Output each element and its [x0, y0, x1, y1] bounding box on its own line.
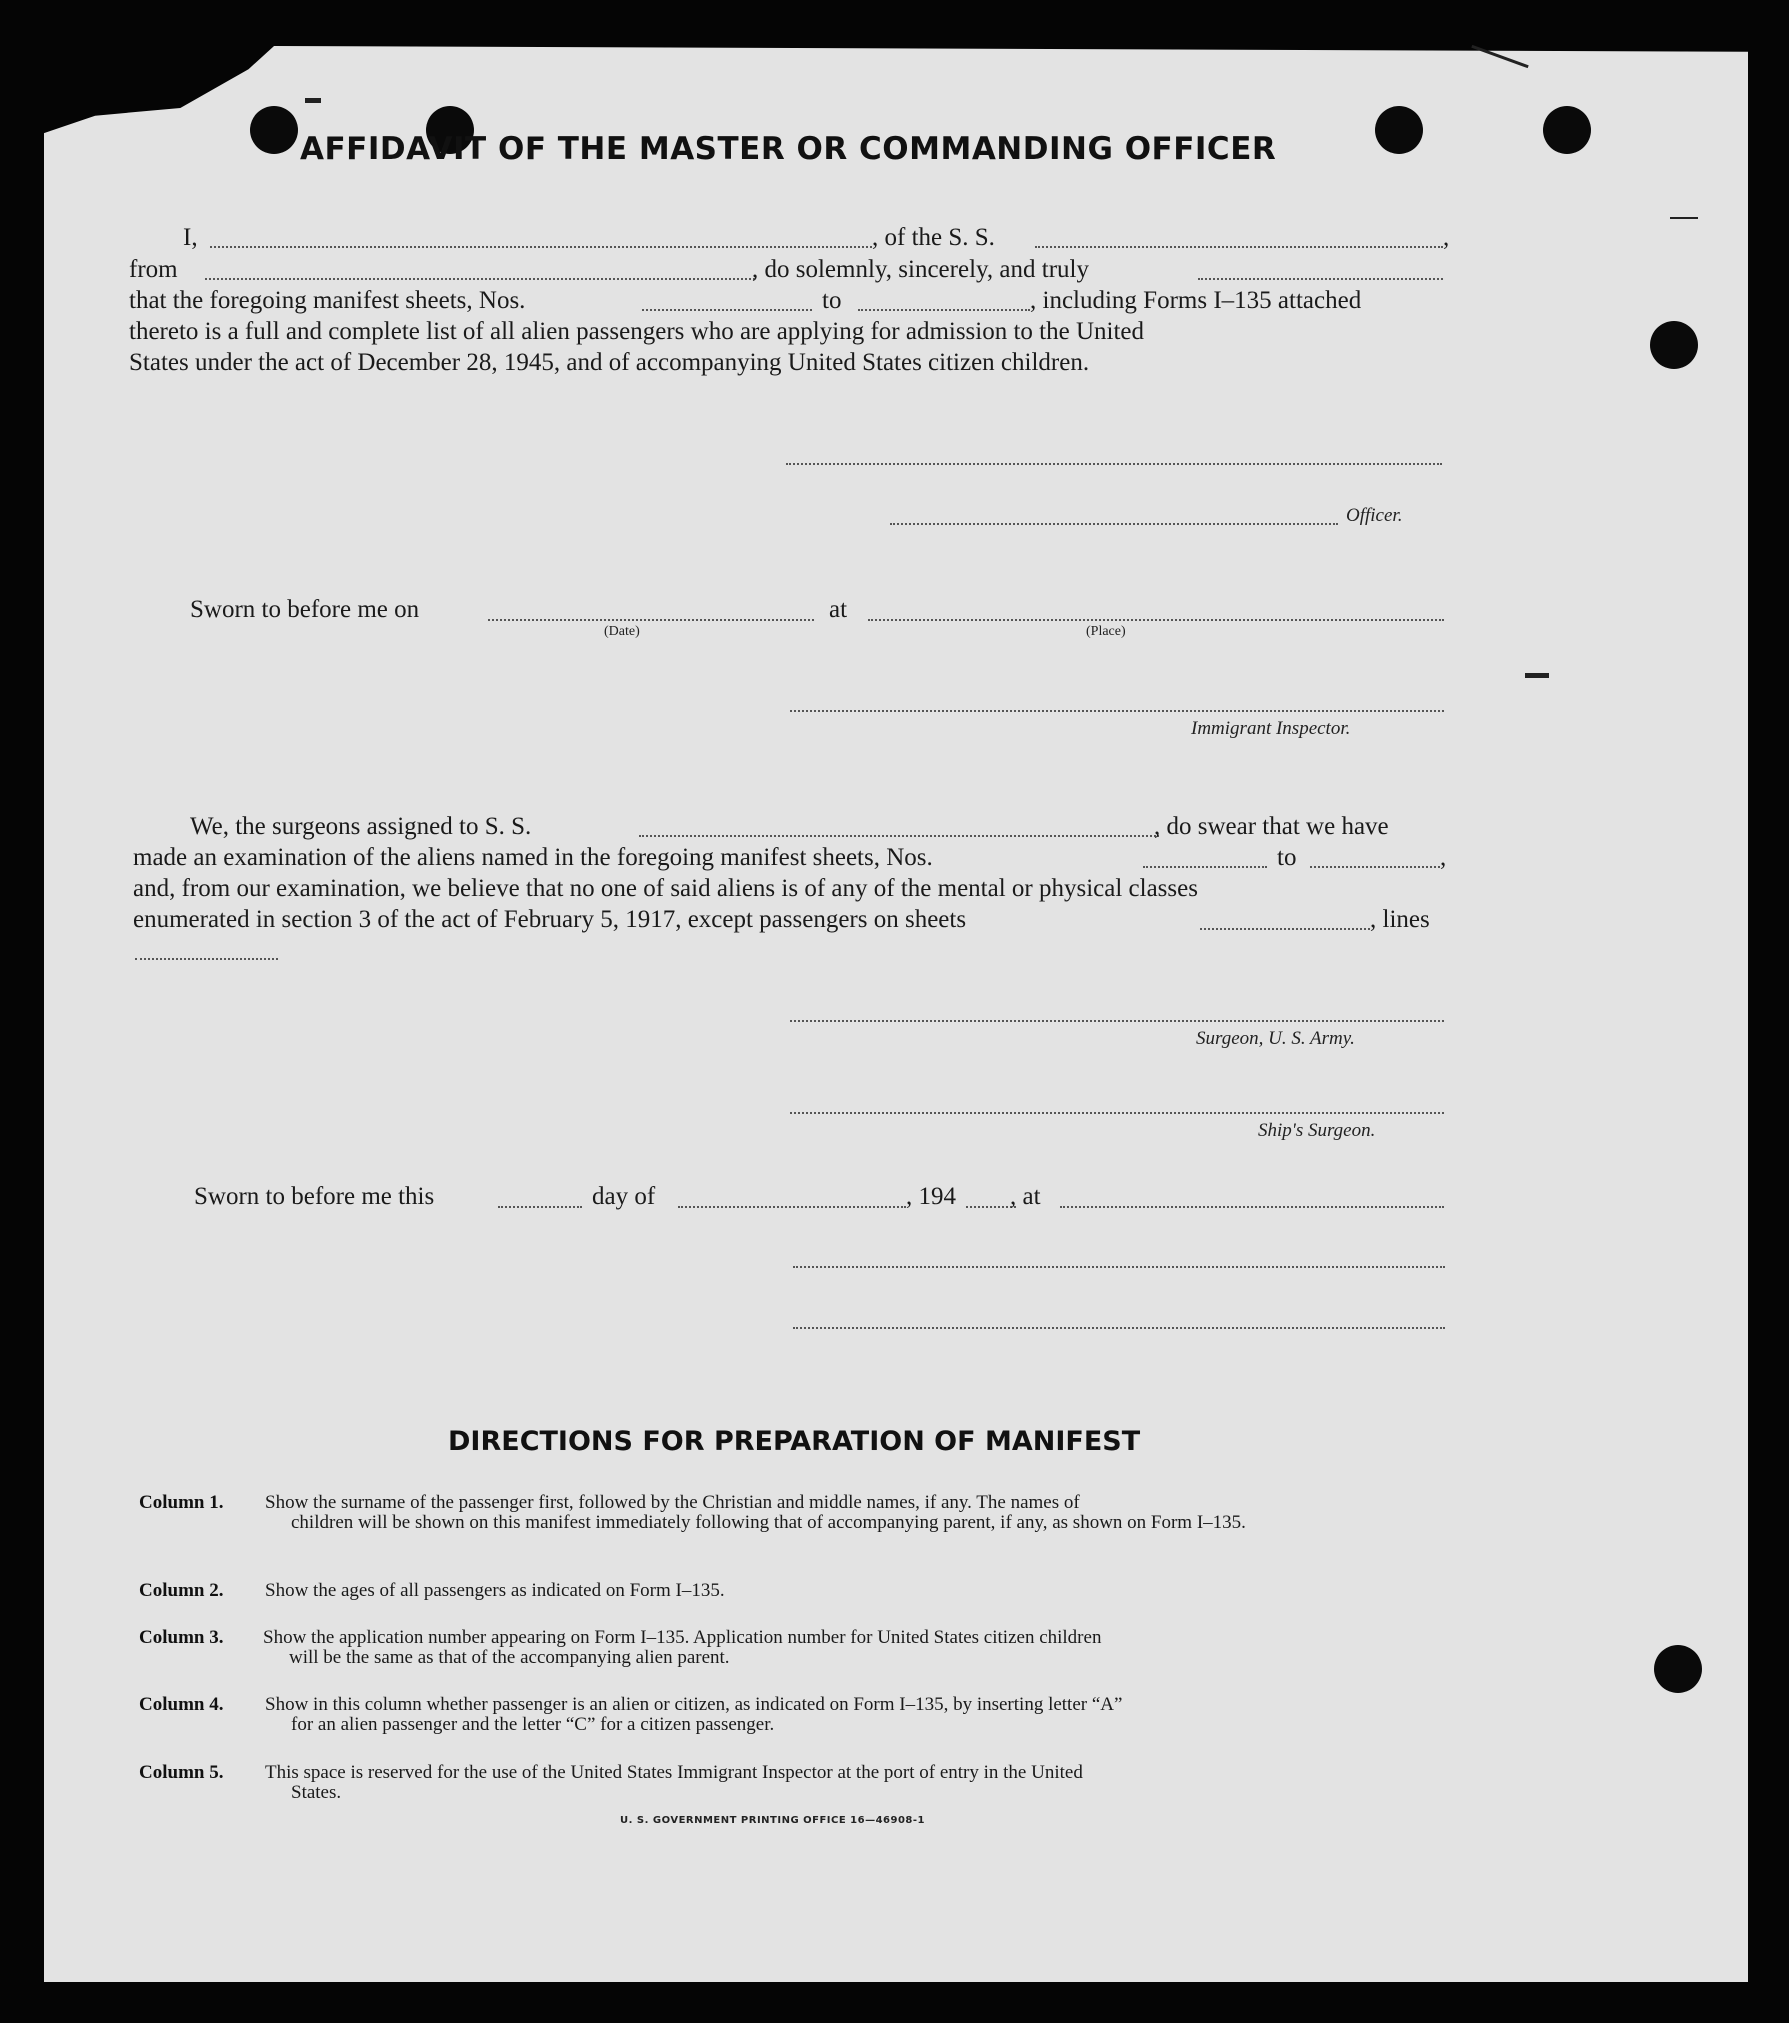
surgeon-sheet-to-blank — [1310, 866, 1440, 868]
directions-title: DIRECTIONS FOR PREPARATION OF MANIFEST — [448, 1426, 1141, 1457]
ship-blank — [1035, 246, 1443, 248]
page-title: AFFIDAVIT OF THE MASTER OR COMMANDING OFFICER — [300, 131, 1277, 167]
affidavit-line2-from: from — [129, 256, 178, 283]
affidavit-line2-swear: , do solemnly, sincerely, and truly — [752, 256, 1089, 283]
surgeons-line1-b: , do swear that we have — [1154, 813, 1389, 840]
inspector-signature-line — [790, 710, 1444, 712]
officer-signature-line2 — [890, 523, 1338, 525]
surgeon-ship-blank — [639, 835, 1159, 837]
affidavit-line3-a: that the foregoing manifest sheets, Nos. — [129, 287, 526, 314]
sheet-to-blank — [858, 309, 1030, 311]
surgeons-line3: and, from our examination, we believe that no one of said aliens is of any of the mental or physical classes — [133, 875, 1198, 902]
month-blank — [678, 1206, 906, 1208]
affidavit-line4: thereto is a full and complete list of all alien passengers who are applying for admission to the United — [129, 318, 1145, 345]
ink-speck — [305, 98, 321, 103]
sworn2-text: Sworn to before me this — [194, 1183, 435, 1210]
column-1-label: Column 1. — [139, 1492, 224, 1513]
date-label: (Date) — [604, 624, 640, 639]
column-3-text: Show the application number appearing on Form I–135. Application number for United States citizen children will be the same as that of the accompanying alien parent. — [263, 1627, 1102, 1668]
punch-hole — [1654, 1645, 1702, 1693]
punch-hole — [250, 106, 298, 154]
from-blank — [205, 278, 755, 280]
surgeons-line2-a: made an examination of the aliens named in the foregoing manifest sheets, Nos. — [133, 844, 933, 871]
swear-blank — [1198, 278, 1443, 280]
column-1-text: Show the surname of the passenger first, followed by the Christian and middle names, if any. The names of children will be shown on this manifest immediately following that of accompanying parent, if any, as shown on Form I–135. — [265, 1492, 1246, 1533]
inspector-label: Immigrant Inspector. — [1191, 718, 1351, 739]
surgeons-line4-b: , lines — [1370, 906, 1430, 933]
punch-hole — [1375, 106, 1423, 154]
sworn1-text: Sworn to before me on — [190, 596, 420, 623]
affidavit-line3-to: to — [822, 287, 842, 314]
officer-label: Officer. — [1346, 505, 1403, 526]
except-sheets-blank — [1200, 928, 1370, 930]
sworn1-at: at — [829, 596, 848, 623]
surgeons-line2-to: to — [1277, 844, 1297, 871]
place-label: (Place) — [1086, 624, 1126, 639]
punch-hole — [1543, 106, 1591, 154]
lines-blank — [135, 958, 278, 960]
surgeons-line2-end: , — [1440, 844, 1447, 871]
column-5-text: This space is reserved for the use of the United States Immigrant Inspector at the port of entry in the United States. — [265, 1762, 1083, 1803]
column-4-text: Show in this column whether passenger is an alien or citizen, as indicated on Form I–135, by inserting letter “A” for an alien passenger and the letter “C” for a citizen passenger. — [265, 1694, 1123, 1735]
sworn2-place-blank — [1060, 1206, 1444, 1208]
printing-office-footer: U. S. GOVERNMENT PRINTING OFFICE 16—46908-1 — [620, 1815, 925, 1826]
surgeons-line4-a: enumerated in section 3 of the act of February 5, 1917, except passengers on sheets — [133, 906, 967, 933]
sworn2-dayof: day of — [592, 1183, 656, 1210]
affidavit-line3-c: , including Forms I–135 attached — [1030, 287, 1362, 314]
column-3-label: Column 3. — [139, 1627, 224, 1648]
year-blank — [966, 1206, 1016, 1208]
ship-surgeon-label: Ship's Surgeon. — [1258, 1120, 1376, 1141]
affidavit-line1-end: , — [1443, 224, 1450, 251]
army-surgeon-signature-line — [790, 1020, 1444, 1022]
surgeons-line1-a: We, the surgeons assigned to S. S. — [190, 813, 532, 840]
place-blank — [868, 619, 1444, 621]
sworn2-at: , at — [1010, 1183, 1041, 1210]
ship-surgeon-signature-line — [790, 1112, 1444, 1114]
sworn2-signature-line1 — [793, 1266, 1445, 1268]
affidavit-line1-start: I, — [183, 224, 198, 251]
sworn2-signature-line2 — [793, 1327, 1445, 1329]
column-4-label: Column 4. — [139, 1694, 224, 1715]
ink-speck — [1670, 217, 1698, 219]
column-2-text: Show the ages of all passengers as indicated on Form I–135. — [265, 1580, 725, 1601]
sworn2-year: , 194 — [906, 1183, 956, 1210]
day-blank — [498, 1206, 582, 1208]
surgeon-sheet-from-blank — [1143, 866, 1267, 868]
officer-signature-line1 — [786, 463, 1442, 465]
sheet-from-blank — [642, 309, 812, 311]
punch-hole — [1650, 321, 1698, 369]
column-2-label: Column 2. — [139, 1580, 224, 1601]
name-blank — [210, 246, 872, 248]
affidavit-line5: States under the act of December 28, 1945, and of accompanying United States citizen children. — [129, 349, 1090, 376]
column-5-label: Column 5. — [139, 1762, 224, 1783]
ink-speck — [1525, 673, 1549, 678]
date-blank — [488, 619, 814, 621]
affidavit-line1-ship: , of the S. S. — [872, 224, 995, 251]
army-surgeon-label: Surgeon, U. S. Army. — [1196, 1028, 1355, 1049]
